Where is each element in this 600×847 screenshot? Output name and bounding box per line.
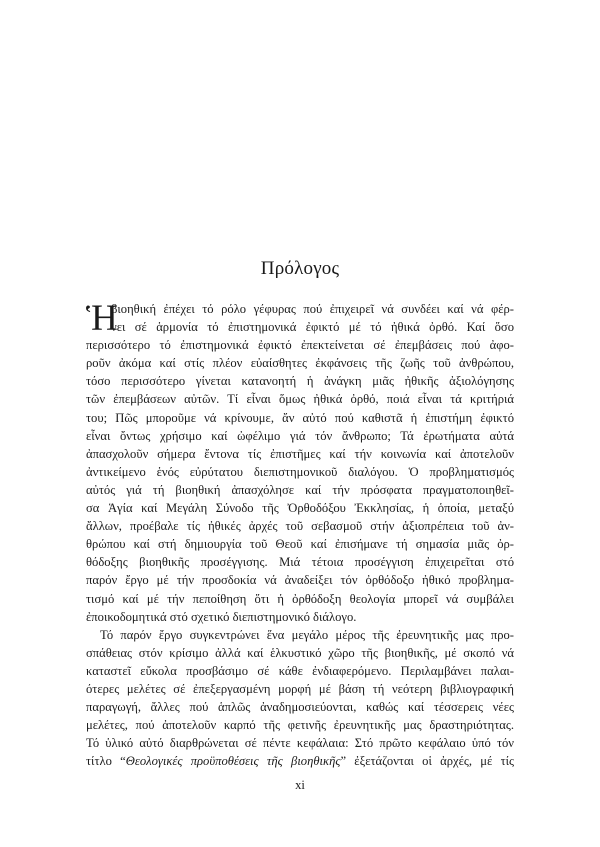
text-line: ότερες μελέτες σέ ἐπεξεργασμένη μορφή μέ βάση τή νεότερη βιβλιογραφική — [86, 681, 514, 696]
book-title-italic: Θεολογικές προϋποθέσεις τῆς βιοηθικῆς — [125, 754, 341, 769]
text-line: θρώπου καί στή δημιουργία τοῦ Θεοῦ καί ἐπισήμανε τή σημασία μιᾶς ὀρ- — [86, 537, 514, 552]
text-line: τόσο περισσότερο γίνεται κατανοητή ἡ ἀνάγκη μιᾶς ἠθικῆς ἀξιολόγησης — [86, 374, 514, 389]
text-line: τῶν ἐπεμβάσεων αὐτῶν. Τί εἶναι ὅμως ἠθικά ὀρθό, ποιά εἶναι τά κριτήριά — [86, 392, 514, 407]
page-number: xi — [295, 778, 305, 792]
page-title: Πρόλογος — [260, 258, 340, 279]
text-line: ροῦν ἀκόμα καί στίς πλέον εὐαίσθητες ἐκφάνσεις τῆς ζωῆς τοῦ ἀνθρώπου, — [86, 356, 514, 371]
text-fragment: ” ἐξετάζονται οἱ ἀρχές, μέ τίς — [340, 754, 514, 769]
text-line: θόδοξης βιοηθικῆς προσέγγισης. Μιά τέτοια προσέγγιση ἐπιχειρεῖται στό — [86, 555, 514, 570]
text-line: ἄλλων, προέβαλε τίς ἠθικές ἀρχές τοῦ σεβασμοῦ στήν ἀξιοπρέπεια τοῦ ἀν- — [86, 519, 514, 534]
text-fragment: τίτλο “ — [86, 754, 126, 769]
drop-cap: Ἡ — [86, 298, 118, 339]
text-line: βιοηθική ἐπέχει τό ρόλο γέφυρας πού ἐπιχειρεῖ νά συνδέει καί νά φέρ- — [111, 302, 514, 316]
paragraph-2 — [86, 626, 514, 771]
text-line: ἀντικείμενο ἑνός εὐρύτατου διεπιστημονικοῦ διαλόγου. Ὁ προβληματισμός — [86, 464, 514, 479]
paragraph-1 — [86, 300, 514, 626]
page-body — [86, 300, 514, 770]
text-line: περισσότερο τό ἐπιστημονικά ἐφικτό ἐπεκτείνεται σέ ἐπεμβάσεις πού ἀφο- — [86, 338, 514, 353]
text-line: μελέτες, πού ἀποτελοῦν καρπό τῆς φετινῆς ἐρευνητικῆς μας δραστηριότητας. — [86, 718, 514, 733]
text-line: νει σέ ἁρμονία τό ἐπιστημονικά ἐφικτό μέ τό ἠθικά ὀρθό. Καί ὅσο — [111, 320, 514, 335]
text-line: Τό παρόν ἔργο συγκεντρώνει ἕνα μεγάλο μέρος τῆς ἐρευνητικῆς μας προ- — [100, 627, 514, 642]
text-line: του; Πῶς μποροῦμε νά κρίνουμε, ἄν αὐτό πού καθιστᾶ ἡ ἐπιστήμη ἐφικτό — [86, 410, 514, 425]
text-line: Τό ὑλικό αὐτό διαρθρώνεται σέ πέντε κεφάλαια: Στό πρῶτο κεφάλαιο ὑπό τόν — [86, 736, 514, 751]
text-line: σπάθειας στόν κρίσιμο ἀλλά καί ἑλκυστικό χῶρο τῆς βιοηθικῆς, μέ σκοπό νά — [86, 645, 514, 660]
text-line: ἐποικοδομητικά στό σχετικό διεπιστημονικό διάλογο. — [86, 609, 357, 624]
text-line: αὐτός γιά τή βιοηθική ἀπασχόλησε καί τήν πρόσφατα πραγματοποιηθεῖ- — [86, 482, 514, 497]
text-line: τισμό καί μέ τήν πεποίθηση ὅτι ἡ ὀρθόδοξη θεολογία μπορεῖ νά συμβάλει — [86, 591, 514, 606]
text-line: παραγωγή, ἄλλες πού ἁπλῶς ἀναδημοσιεύονται, καθώς καί τέσσερεις νέες — [86, 700, 514, 715]
text-line: παρόν ἔργο μέ τήν προσδοκία νά ἀναδείξει τόν ὀρθόδοξο ἠθικό προβλημα- — [86, 573, 514, 588]
text-line: σα Ἁγία καί Μεγάλη Σύνοδο τῆς Ὀρθοδόξου Ἐκκλησίας, ἡ ὁποία, μεταξύ — [86, 501, 514, 516]
text-line — [86, 752, 514, 770]
text-line: ἀπασχολοῦν σήμερα ἔντονα τίς ἐπιστῆμες καί τήν κοινωνία καί ἀποτελοῦν — [86, 446, 514, 461]
text-line: καταστεῖ εὔκολα προσβάσιμο σέ κάθε ἐνδιαφερόμενο. Περιλαμβάνει παλαι- — [86, 663, 514, 678]
text-line: εἶναι ὄντως χρήσιμο καί ὠφέλιμο γιά τόν ἄνθρωπο; Τά ἐρωτήματα αὐτά — [86, 428, 514, 443]
